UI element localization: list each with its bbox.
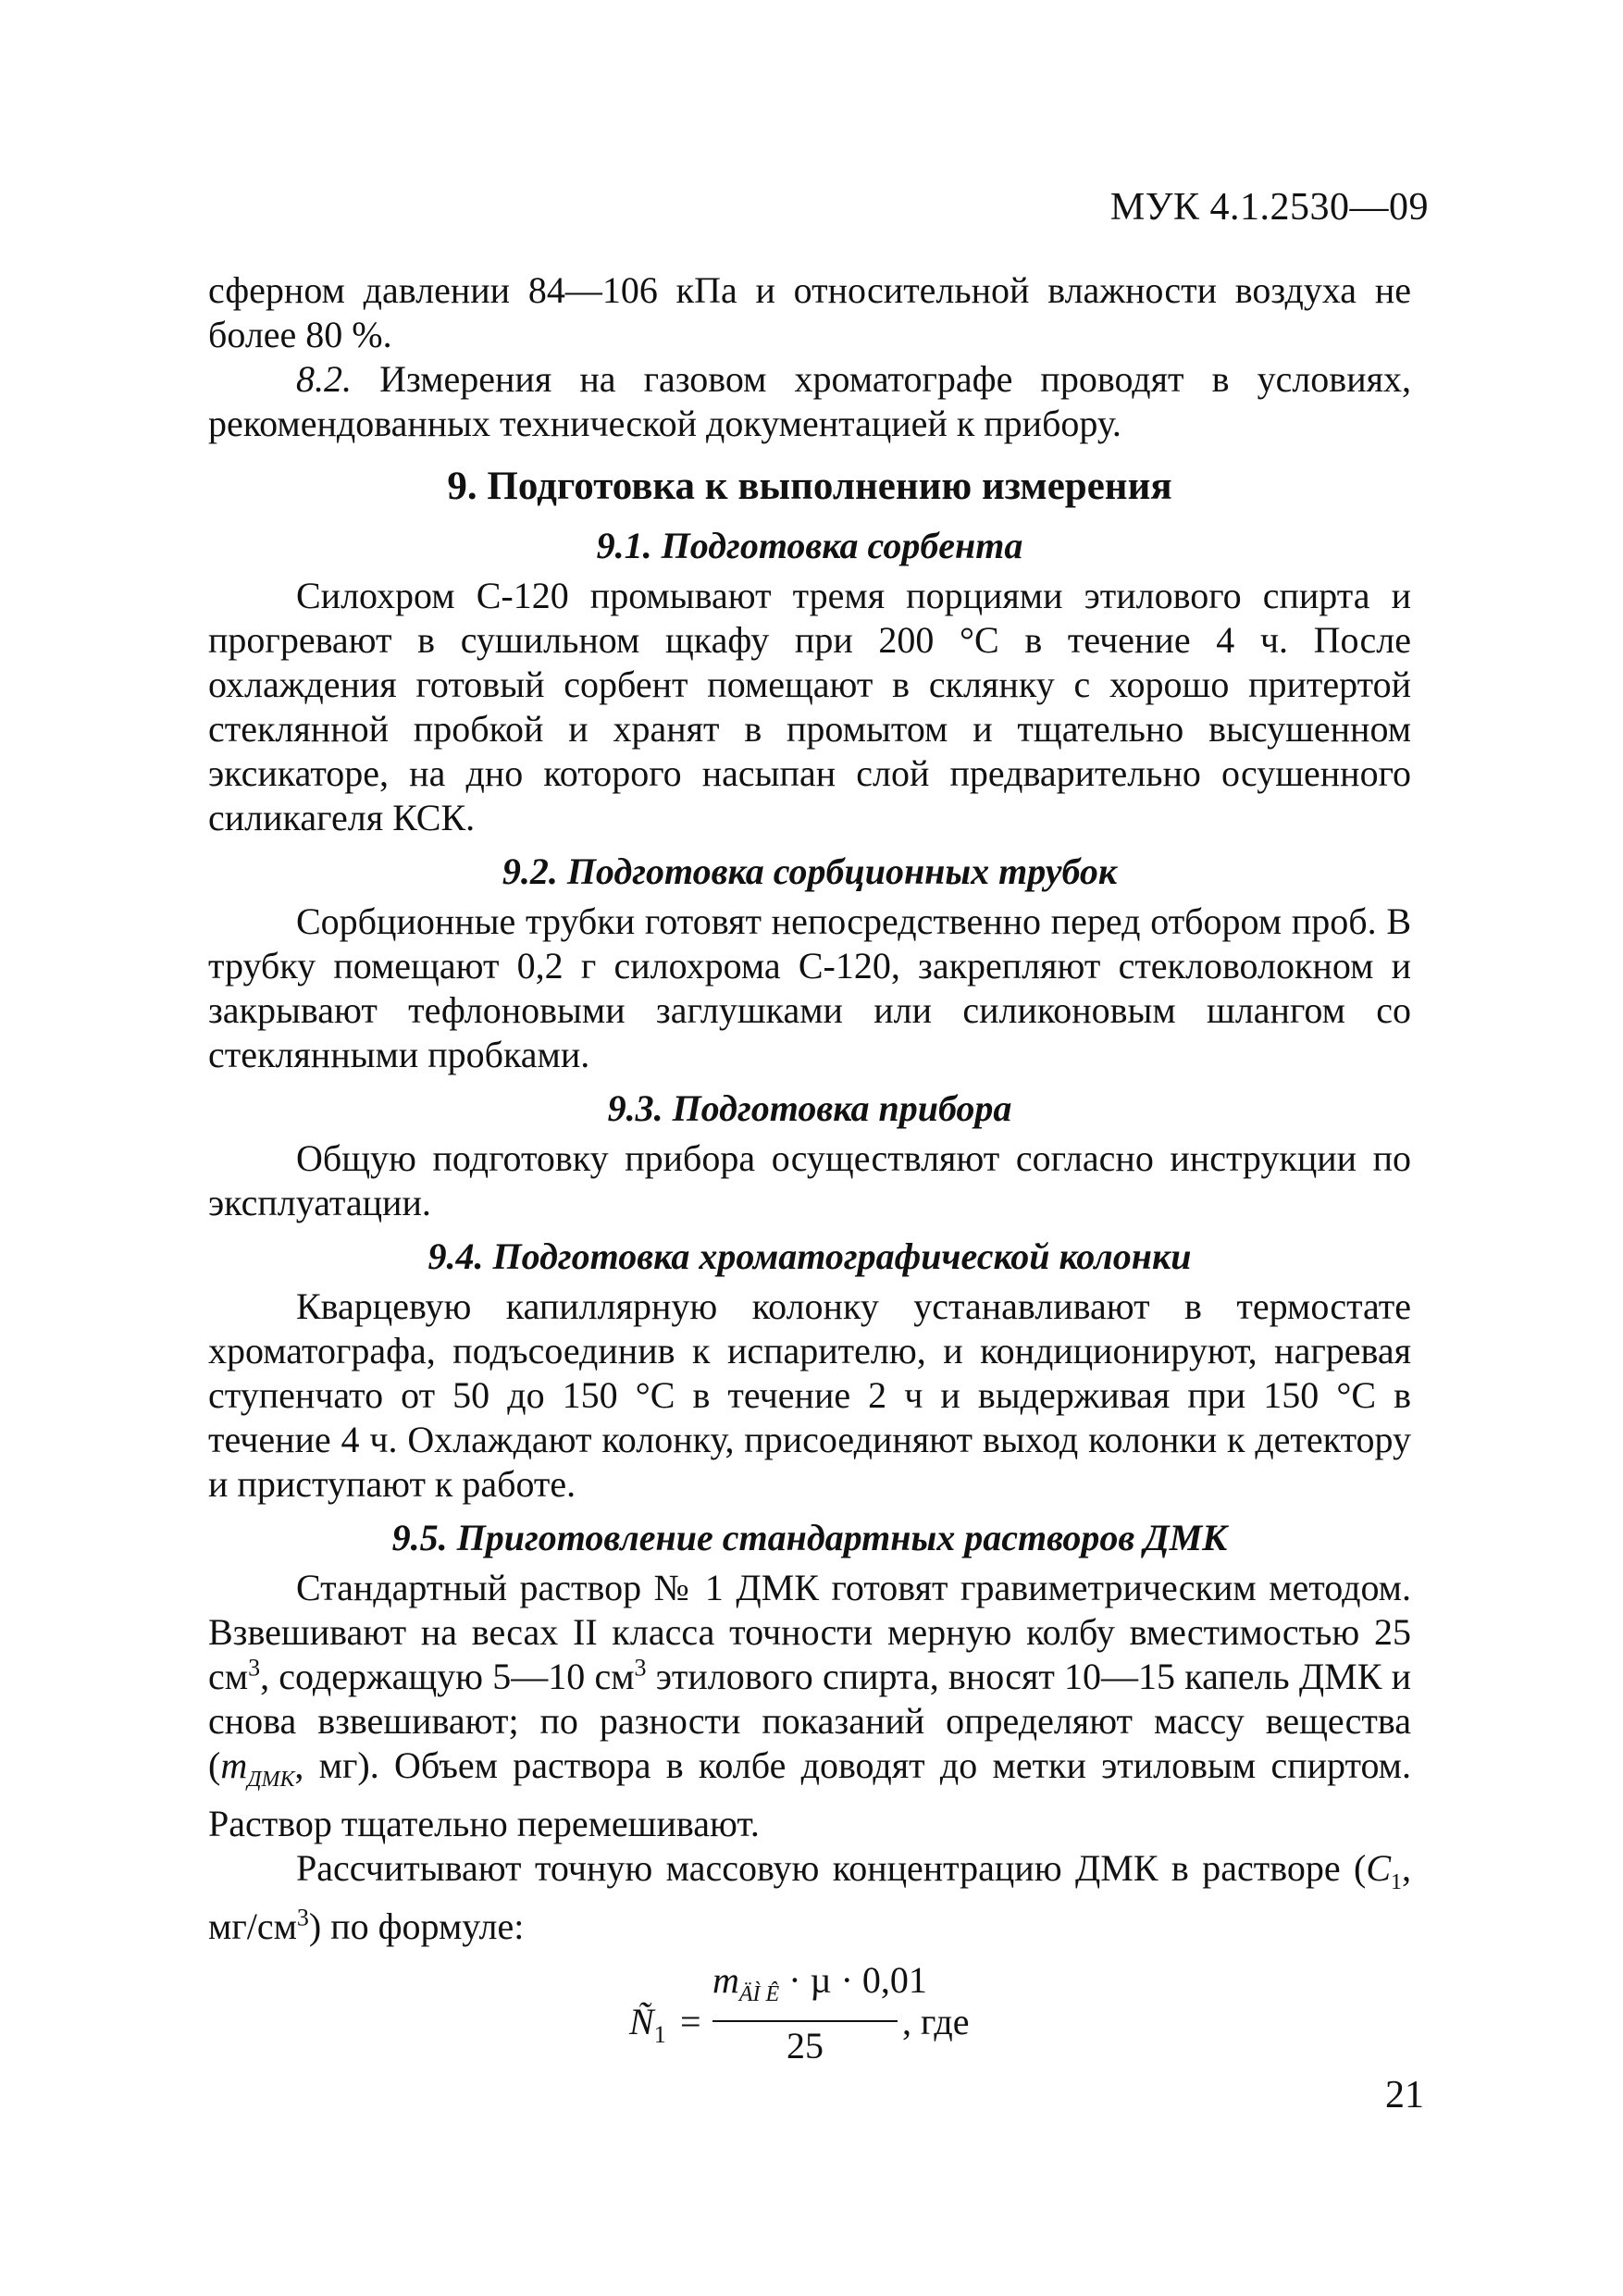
page-number: 21 <box>1385 2074 1424 2116</box>
fraction-bar <box>712 2020 898 2022</box>
subsection-title-9-1: 9.1. Подготовка сорбента <box>596 525 1023 566</box>
superscript: 3 <box>296 1904 309 1931</box>
paragraph-9-5-1 <box>208 1566 1411 1846</box>
text-run: Стандартный раствор № 1 ДМК готовят гравиметрическим методом. Взвешивают на весах II класса точности мерную колбу вместимостью 25 см <box>208 1567 1411 1697</box>
text-run: , мг). Объем раствора в колбе доводят до метки этиловым спиртом. Раствор тщательно перемешивают. <box>208 1744 1411 1844</box>
paragraph-9-4: Кварцевую капиллярную колонку устанавливают в термостате хроматографа, подъсоединив к испарителю, и кондиционируют, нагревая ступенчато от 50 до 150 °С в течение 2 ч и выдерживая при 150 °С в течение 4 ч. Охлаждают колонку, присоединяют выход колонки к детектору и приступают к работе. <box>208 1285 1411 1505</box>
math-variable: C <box>1366 1847 1391 1889</box>
subsection-title-9-4: 9.4. Подготовка хроматографической колонки <box>427 1235 1192 1277</box>
formula-where: , где <box>902 2001 970 2042</box>
subsection-title-9-3: 9.3. Подготовка прибора <box>607 1087 1012 1129</box>
text-column <box>208 268 1411 2097</box>
fraction-denominator: 25 <box>787 2025 824 2066</box>
subsection-title-9-5: 9.5. Приготовление стандартных растворов ДМК <box>391 1517 1228 1558</box>
formula-lhs <box>629 2000 666 2057</box>
text-run: Рассчитывают точную массовую концентрацию ДМК в растворе ( <box>296 1847 1367 1889</box>
formula-text: · µ · 0,01 <box>779 1959 927 2001</box>
paragraph-9-5-2 <box>208 1846 1411 1949</box>
item-number: 8.2. <box>296 358 352 400</box>
section-title: 9. Подготовка к выполнению измерения <box>447 465 1172 508</box>
math-variable: m <box>220 1744 248 1786</box>
paragraph-9-3: Общую подготовку прибора осуществляют согласно инструкции по эксплуатации. <box>208 1137 1411 1223</box>
paragraph-9-2: Сорбционные трубки готовят непосредственно перед отбором проб. В трубку помещают 0,2 г силохрома С-120, закрепляют стекловолокном и закрывают тефлоновыми заглушками или силиконовым шлангом со стеклянными пробками. <box>208 900 1411 1075</box>
text-run: ) по формуле: <box>308 1905 525 1947</box>
text-run: этилового спирта, вносят 10—15 капель ДМК и снова взвешивают; по разности показаний определяют массу вещества ( <box>208 1656 1411 1786</box>
subscript: 1 <box>1391 1870 1402 1894</box>
formula-symbol: Ñ <box>629 2001 654 2042</box>
subscript: ДМК <box>247 1768 295 1792</box>
document-code: МУК 4.1.2530—09 <box>1109 186 1429 229</box>
intro-paragraph-1: сферном давлении 84—106 кПа и относительной влажности воздуха не более 80 %. <box>208 269 1411 355</box>
text-run: , мг/см <box>208 1847 1411 1947</box>
text-run: , содержащую 5—10 см <box>260 1656 635 1697</box>
formula <box>208 1958 1411 2097</box>
intro-paragraph-2 <box>208 357 1411 446</box>
item-text: Измерения на газовом хроматографе проводят в условиях, рекомендованных технической документацией к прибору. <box>208 358 1411 444</box>
formula-equals: = <box>680 2001 701 2042</box>
formula-symbol: m <box>712 1959 739 2001</box>
subsection-title-9-2: 9.2. Подготовка сорбционных трубок <box>502 850 1118 892</box>
formula-subscript: 1 <box>653 2021 666 2048</box>
superscript: 3 <box>248 1654 261 1682</box>
fraction-numerator <box>712 1958 927 2017</box>
paragraph-9-1: Силохром С-120 промывают тремя порциями этилового спирта и прогревают в сушильном щкафу при 200 °С в течение 4 ч. После охлаждения готовый сорбент помещают в склянку с хорошо притертой стеклянной пробкой и хранят в промытом и тщательно высушенном эксикаторе, на дно которого насыпан слой предварительно осушенного силикагеля КСК. <box>208 575 1411 838</box>
superscript: 3 <box>634 1654 647 1682</box>
formula-subscript: ÄÌ Ê <box>738 1982 780 2006</box>
formula-fraction <box>712 1958 927 2068</box>
